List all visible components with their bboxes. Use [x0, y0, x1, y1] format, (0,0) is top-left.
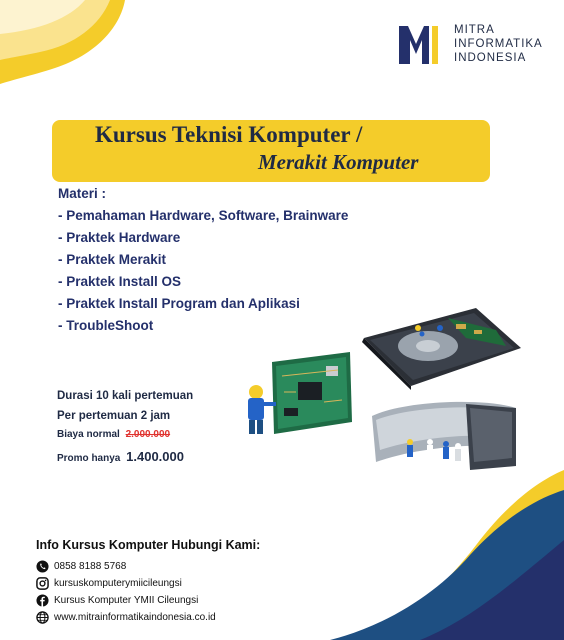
materi-item: - Praktek Merakit: [58, 252, 167, 267]
facebook-page[interactable]: Kursus Komputer YMII Cileungsi: [54, 595, 199, 606]
instagram-row[interactable]: [36, 577, 260, 590]
promo-price-row: [57, 449, 193, 464]
website-row[interactable]: [36, 611, 260, 624]
promo-price-label: Promo hanya: [57, 453, 121, 464]
materi-item: - Praktek Hardware: [58, 230, 181, 245]
globe-icon: [36, 611, 49, 624]
materi-item: - Praktek Install OS: [58, 274, 182, 289]
materi-list: [58, 208, 348, 333]
website-link[interactable]: www.mitrainformatikaindonesia.co.id: [54, 612, 216, 623]
logo-text: MITRA INFORMATIKA INDONESIA: [454, 24, 543, 64]
instagram-handle[interactable]: kursuskomputerymiicileungsi: [54, 578, 182, 589]
page-subtitle: Merakit Komputer: [258, 150, 419, 174]
whatsapp-number[interactable]: 0858 8188 5768: [54, 561, 127, 572]
materi-item: - Pemahaman Hardware, Software, Brainware: [58, 208, 349, 223]
course-details: [57, 390, 193, 464]
facebook-row[interactable]: [36, 594, 260, 607]
session-text: Per pertemuan 2 jam: [57, 410, 171, 422]
materi-item: - TroubleShoot: [58, 318, 154, 333]
duration-text: Durasi 10 kali pertemuan: [57, 390, 194, 402]
contact-section: [36, 538, 260, 628]
page-title: Kursus Teknisi Komputer /: [95, 122, 363, 147]
materi-heading: Materi :: [58, 186, 107, 201]
promo-price-value: 1.400.000: [126, 449, 184, 464]
logo-m-icon: [396, 22, 446, 66]
instagram-icon: [36, 577, 49, 590]
normal-price-label: Biaya normal: [57, 429, 120, 440]
hard-drive-workers-photo: [366, 398, 522, 479]
whatsapp-icon: [36, 560, 49, 573]
brand-logo: [396, 22, 543, 66]
facebook-icon: [36, 594, 49, 607]
whatsapp-row[interactable]: [36, 560, 260, 573]
materi-item: - Praktek Install Program dan Aplikasi: [58, 296, 300, 311]
bottom-right-decoration: [300, 470, 564, 640]
circuit-board-photo: [238, 352, 354, 445]
materi-section: [58, 186, 348, 340]
normal-price-value: 2.000.000: [125, 429, 171, 440]
normal-price-row: [57, 429, 193, 440]
contact-title: Info Kursus Komputer Hubungi Kami:: [36, 538, 261, 552]
hard-drive-photo: [356, 308, 526, 395]
top-left-decoration: [0, 0, 160, 90]
